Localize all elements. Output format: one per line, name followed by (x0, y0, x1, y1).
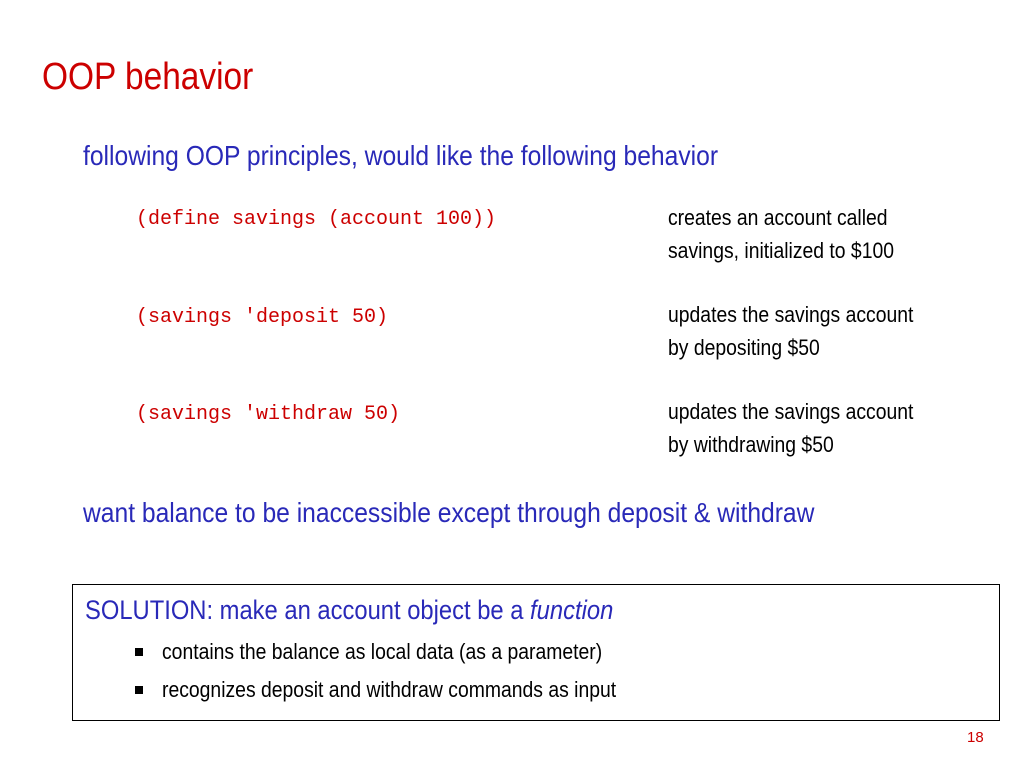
code-example-withdraw: (savings 'withdraw 50) (136, 403, 401, 426)
square-bullet-icon (135, 686, 143, 694)
description-line: by withdrawing $50 (668, 432, 834, 457)
solution-heading (85, 595, 613, 626)
example-description-withdraw (668, 395, 958, 461)
code-example-define: (define savings (account 100)) (136, 208, 497, 231)
solution-bullet-text: recognizes deposit and withdraw commands as input (162, 677, 617, 702)
description-line: by depositing $50 (668, 335, 820, 360)
page-number: 18 (967, 729, 984, 746)
slide-title: OOP behavior (42, 56, 254, 98)
solution-heading-emphasis: function (530, 595, 614, 625)
solution-box (72, 584, 1000, 721)
description-line: updates the savings account (668, 399, 914, 424)
description-line: savings, initialized to $100 (668, 238, 895, 263)
description-line: updates the savings account (668, 302, 914, 327)
example-description-deposit (668, 298, 958, 364)
intro-text: following OOP principles, would like the following behavior (83, 140, 719, 171)
description-line: creates an account called (668, 205, 888, 230)
square-bullet-icon (135, 648, 143, 656)
code-example-deposit: (savings 'deposit 50) (136, 306, 389, 329)
example-description-define (668, 201, 958, 267)
requirement-text: want balance to be inaccessible except through deposit & withdraw (83, 497, 815, 528)
solution-heading-prefix: SOLUTION: make an account object be a (85, 595, 531, 625)
solution-bullet-text: contains the balance as local data (as a parameter) (162, 639, 603, 664)
